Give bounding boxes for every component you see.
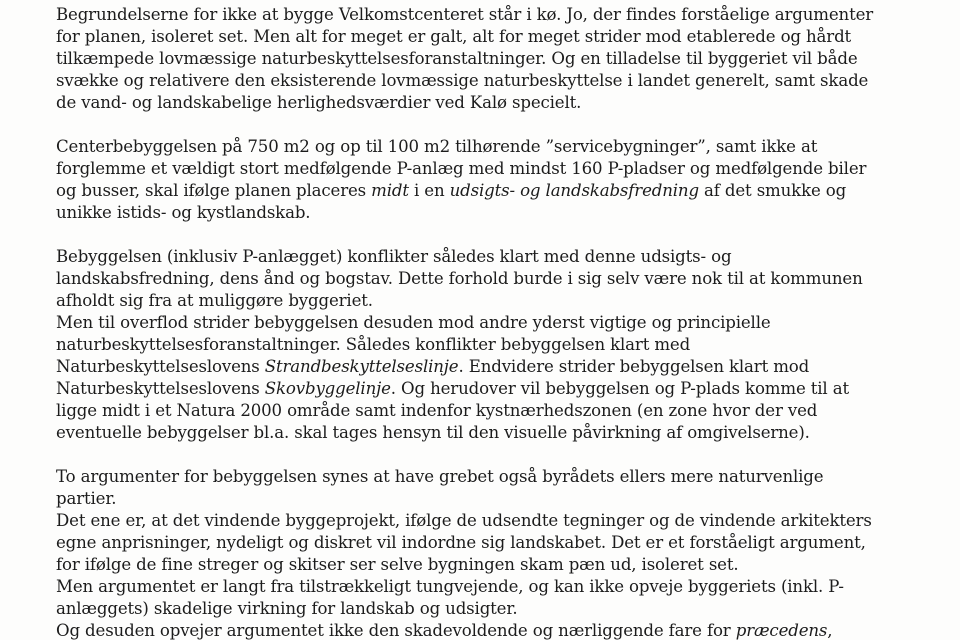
text-line: Men til overflod strider bebyggelsen desuden mod andre yderst vigtige og principielle (56, 313, 771, 332)
text-line: ligge midt i et Natura 2000 område samt indenfor kystnærhedszonen (en zone hvor der ved (56, 401, 818, 420)
italic-emphasis: Skovbyggelinje (264, 379, 391, 398)
text-line: To argumenter for bebyggelsen synes at have grebet også byrådets ellers mere naturvenlige (56, 467, 824, 486)
text-line: Men argumentet er langt fra tilstrækkeligt tungvejende, og kan ikke opveje byggeriets (inkl. P- (56, 577, 844, 596)
text-line: Naturbeskyttelseslovens Skovbyggelinje. Og herudover vil bebyggelsen og P-plads komme til at (56, 379, 849, 398)
text-line: Centerbebyggelsen på 750 m2 og op til 100 m2 tilhørende ”servicebygninger”, samt ikke at (56, 137, 818, 156)
text-line: eventuelle bebyggelser bl.a. skal tages hensyn til den visuelle påvirkning af omgivelserne). (56, 423, 810, 442)
paragraph-3 (56, 246, 916, 444)
text-line: partier. (56, 489, 117, 508)
text-line: landskabsfredning, dens ånd og bogstav. Dette forhold burde i sig selv være nok til at kommunen (56, 269, 863, 288)
text-line: forglemme et vældigt stort medfølgende P-anlæg med mindst 160 P-pladser og medfølgende biler (56, 159, 867, 178)
text-line: Bebyggelsen (inklusiv P-anlægget) konflikter således klart med denne udsigts- og (56, 247, 732, 266)
text-line: unikke istids- og kystlandskab. (56, 203, 311, 222)
text-line: Naturbeskyttelseslovens Strandbeskyttelseslinje. Endvidere strider bebyggelsen klart mod (56, 357, 810, 376)
text-line: for ifølge de fine streger og skitser ser selve bygningen skam pæn ud, isoleret set. (56, 555, 739, 574)
text-line: og busser, skal ifølge planen placeres midt i en udsigts- og landskabsfredning af det smukke og (56, 181, 847, 200)
text-line: for planen, isoleret set. Men alt for meget er galt, alt for meget strider mod etablerede og hårdt (56, 27, 852, 46)
document-body (56, 4, 916, 640)
text-line: egne anprisninger, nydeligt og diskret vil indordne sig landskabet. Det er et forståeligt argument, (56, 533, 866, 552)
paragraph-4 (56, 466, 916, 640)
paragraph-2 (56, 136, 916, 224)
text-line: svække og relativere den eksisterende lovmæssige naturbeskyttelse i landet generelt, samt skade (56, 71, 869, 90)
text-line: de vand- og landskabelige herlighedsværdier ved Kalø specielt. (56, 93, 582, 112)
text-line: naturbeskyttelsesforanstaltninger. Således konflikter bebyggelsen klart med (56, 335, 691, 354)
text-line: Det ene er, at det vindende byggeprojekt, ifølge de udsendte tegninger og de vindende arkitekters (56, 511, 872, 530)
italic-emphasis: midt (371, 181, 409, 200)
italic-emphasis: Strandbeskyttelseslinje (264, 357, 459, 376)
italic-emphasis: præcedens (735, 621, 828, 640)
text-line: Begrundelserne for ikke at bygge Velkomstcenteret står i kø. Jo, der findes forståelige argumenter (56, 5, 874, 24)
paragraph-1 (56, 4, 916, 114)
text-line: anlæggets) skadelige virkning for landskab og udsigter. (56, 599, 518, 618)
text-line: afholdt sig fra at muliggøre byggeriet. (56, 291, 373, 310)
text-line: tilkæmpede lovmæssige naturbeskyttelsesforanstaltninger. Og en tilladelse til byggeriet vil både (56, 49, 858, 68)
italic-emphasis: udsigts- og landskabsfredning (449, 181, 699, 200)
text-line: Og desuden opvejer argumentet ikke den skadevoldende og nærliggende fare for præcedens, (56, 621, 833, 640)
